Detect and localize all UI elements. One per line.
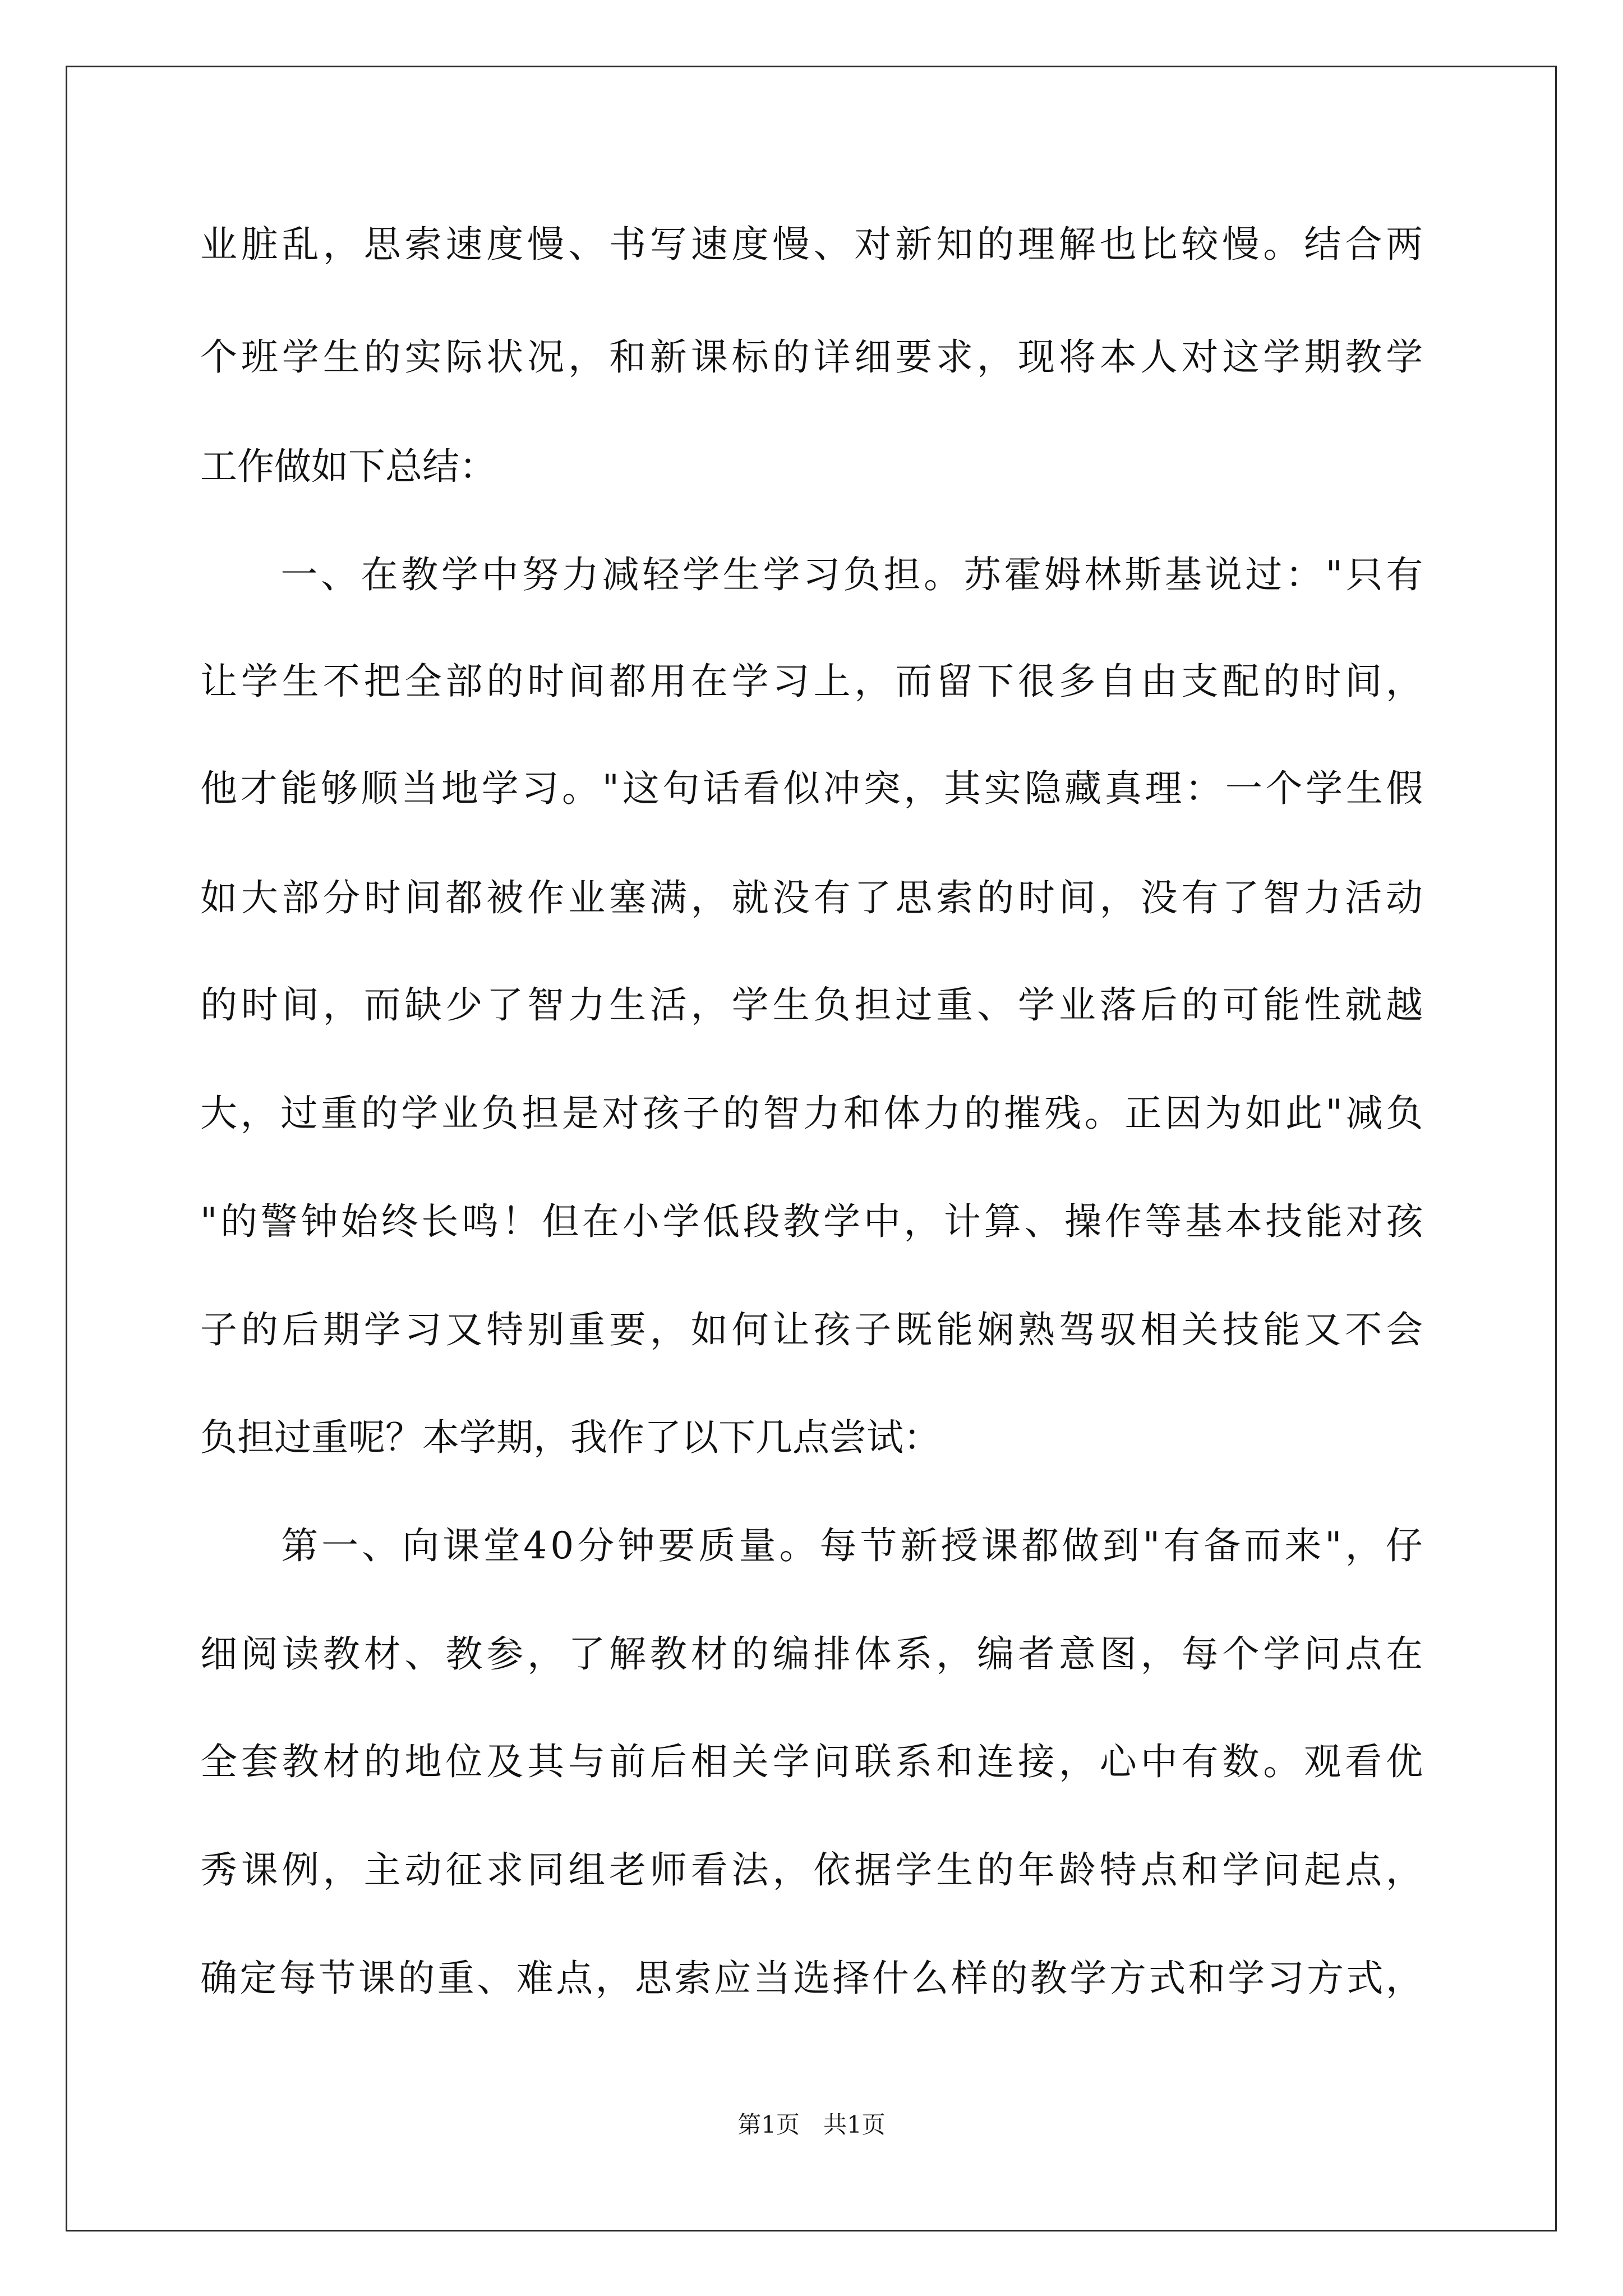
text-line: 全套教材的地位及其与前后相关学问联系和连接，心中有数。观看优 (200, 1740, 1427, 1783)
text-line: 秀课例，主动征求同组老师看法，依据学生的年龄特点和学问起点， (200, 1848, 1427, 1892)
page-number-footer: 第1页 共1页 (737, 2111, 886, 2138)
text-line: 子的后期学习又特别重要，如何让孩子既能娴熟驾驭相关技能又不会 (200, 1308, 1427, 1351)
text-line: 业脏乱，思索速度慢、书写速度慢、对新知的理解也比较慢。结合两 (200, 223, 1427, 266)
text-line: 一、在教学中努力减轻学生学习负担。苏霍姆林斯基说过："只有 (200, 553, 1427, 596)
text-line: 如大部分时间都被作业塞满，就没有了思索的时间，没有了智力活动 (200, 876, 1427, 919)
text-line: 细阅读教材、教参，了解教材的编排体系，编者意图，每个学问点在 (200, 1632, 1427, 1676)
text-line: 第一、向课堂40分钟要质量。每节新授课都做到"有备而来"，仔 (200, 1524, 1426, 1567)
text-line: 工作做如下总结： (200, 445, 496, 488)
text-line: 确定每节课的重、难点，思索应当选择什么样的教学方式和学习方式， (200, 1957, 1426, 2000)
text-line: "的警钟始终长鸣！但在小学低段教学中，计算、操作等基本技能对孩 (200, 1200, 1427, 1243)
text-line: 让学生不把全部的时间都用在学习上，而留下很多自由支配的时间， (200, 660, 1427, 703)
page-border (66, 66, 1557, 2231)
text-line: 他才能够顺当地学习。"这句话看似冲突，其实隐藏真理：一个学生假 (200, 767, 1427, 810)
text-line: 负担过重呢？本学期，我作了以下几点尝试： (200, 1416, 940, 1459)
text-line: 的时间，而缺少了智力生活，学生负担过重、学业落后的可能性就越 (200, 983, 1427, 1027)
text-line: 个班学生的实际状况，和新课标的详细要求，现将本人对这学期教学 (200, 335, 1427, 379)
text-line: 大，过重的学业负担是对孩子的智力和体力的摧残。正因为如此"减负 (200, 1092, 1427, 1135)
